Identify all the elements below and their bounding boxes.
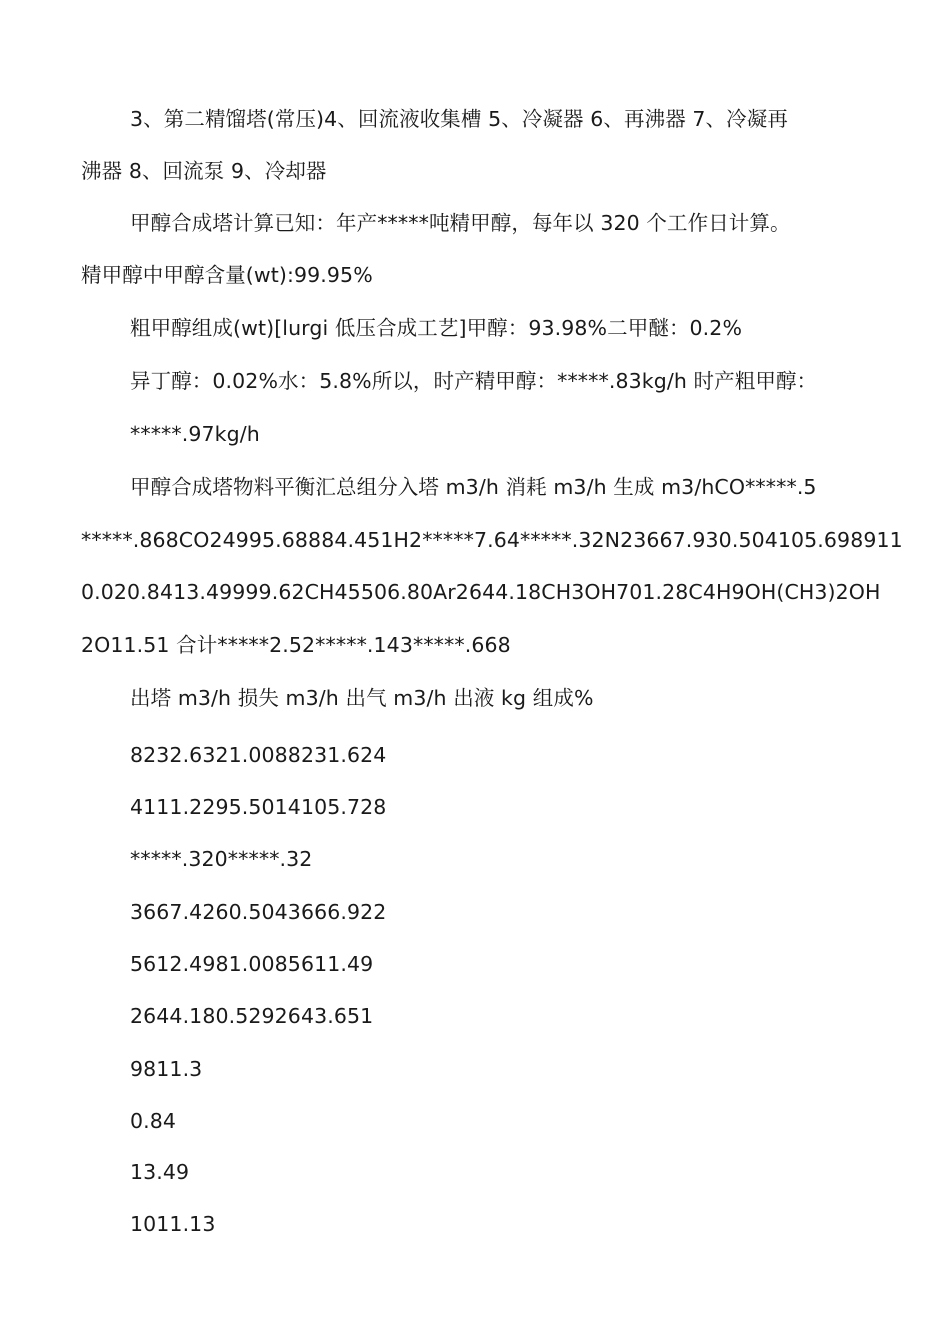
text-line: 8232.6321.0088231.624 xyxy=(130,743,387,767)
text-line: 0.84 xyxy=(130,1109,177,1133)
text-line: 0.020.8413.49999.62CH45506.80Ar2644.18CH3OH701.28C4H9OH(CH3)2OH xyxy=(81,580,881,604)
text-line: 9811.3 xyxy=(130,1057,203,1081)
text-line: 2O11.51 合计*****2.52*****.143*****.668 xyxy=(81,633,511,657)
text-line: 5612.4981.0085611.49 xyxy=(130,952,374,976)
text-line: 甲醇合成塔物料平衡汇总组分入塔 m3/h 消耗 m3/h 生成 m3/hCO*****.5 xyxy=(130,475,817,499)
text-line: 甲醇合成塔计算已知：年产*****吨精甲醇，每年以 320 个工作日计算。 xyxy=(130,211,791,235)
text-line: 1011.13 xyxy=(130,1212,216,1236)
text-line: 沸器 8、回流泵 9、冷却器 xyxy=(81,159,327,183)
text-line: *****.97kg/h xyxy=(130,422,260,446)
text-line: 3、第二精馏塔(常压)4、回流液收集槽 5、冷凝器 6、再沸器 7、冷凝再 xyxy=(130,107,788,131)
text-line: 异丁醇：0.02%水：5.8%所以，时产精甲醇：*****.83kg/h 时产粗甲醇： xyxy=(130,369,818,393)
text-line: 2644.180.5292643.651 xyxy=(130,1004,374,1028)
text-line: *****.868CO24995.68884.451H2*****7.64*****.32N23667.930.504105.698911 xyxy=(81,528,903,552)
text-line: 13.49 xyxy=(130,1160,190,1184)
text-line: 粗甲醇组成(wt)[lurgi 低压合成工艺]甲醇：93.98%二甲醚：0.2% xyxy=(130,316,743,340)
text-line: 4111.2295.5014105.728 xyxy=(130,795,387,819)
text-line: 出塔 m3/h 损失 m3/h 出气 m3/h 出液 kg 组成% xyxy=(130,686,594,710)
text-line: *****.320*****.32 xyxy=(130,847,313,871)
text-line: 精甲醇中甲醇含量(wt):99.95% xyxy=(81,263,373,287)
text-line: 3667.4260.5043666.922 xyxy=(130,900,387,924)
